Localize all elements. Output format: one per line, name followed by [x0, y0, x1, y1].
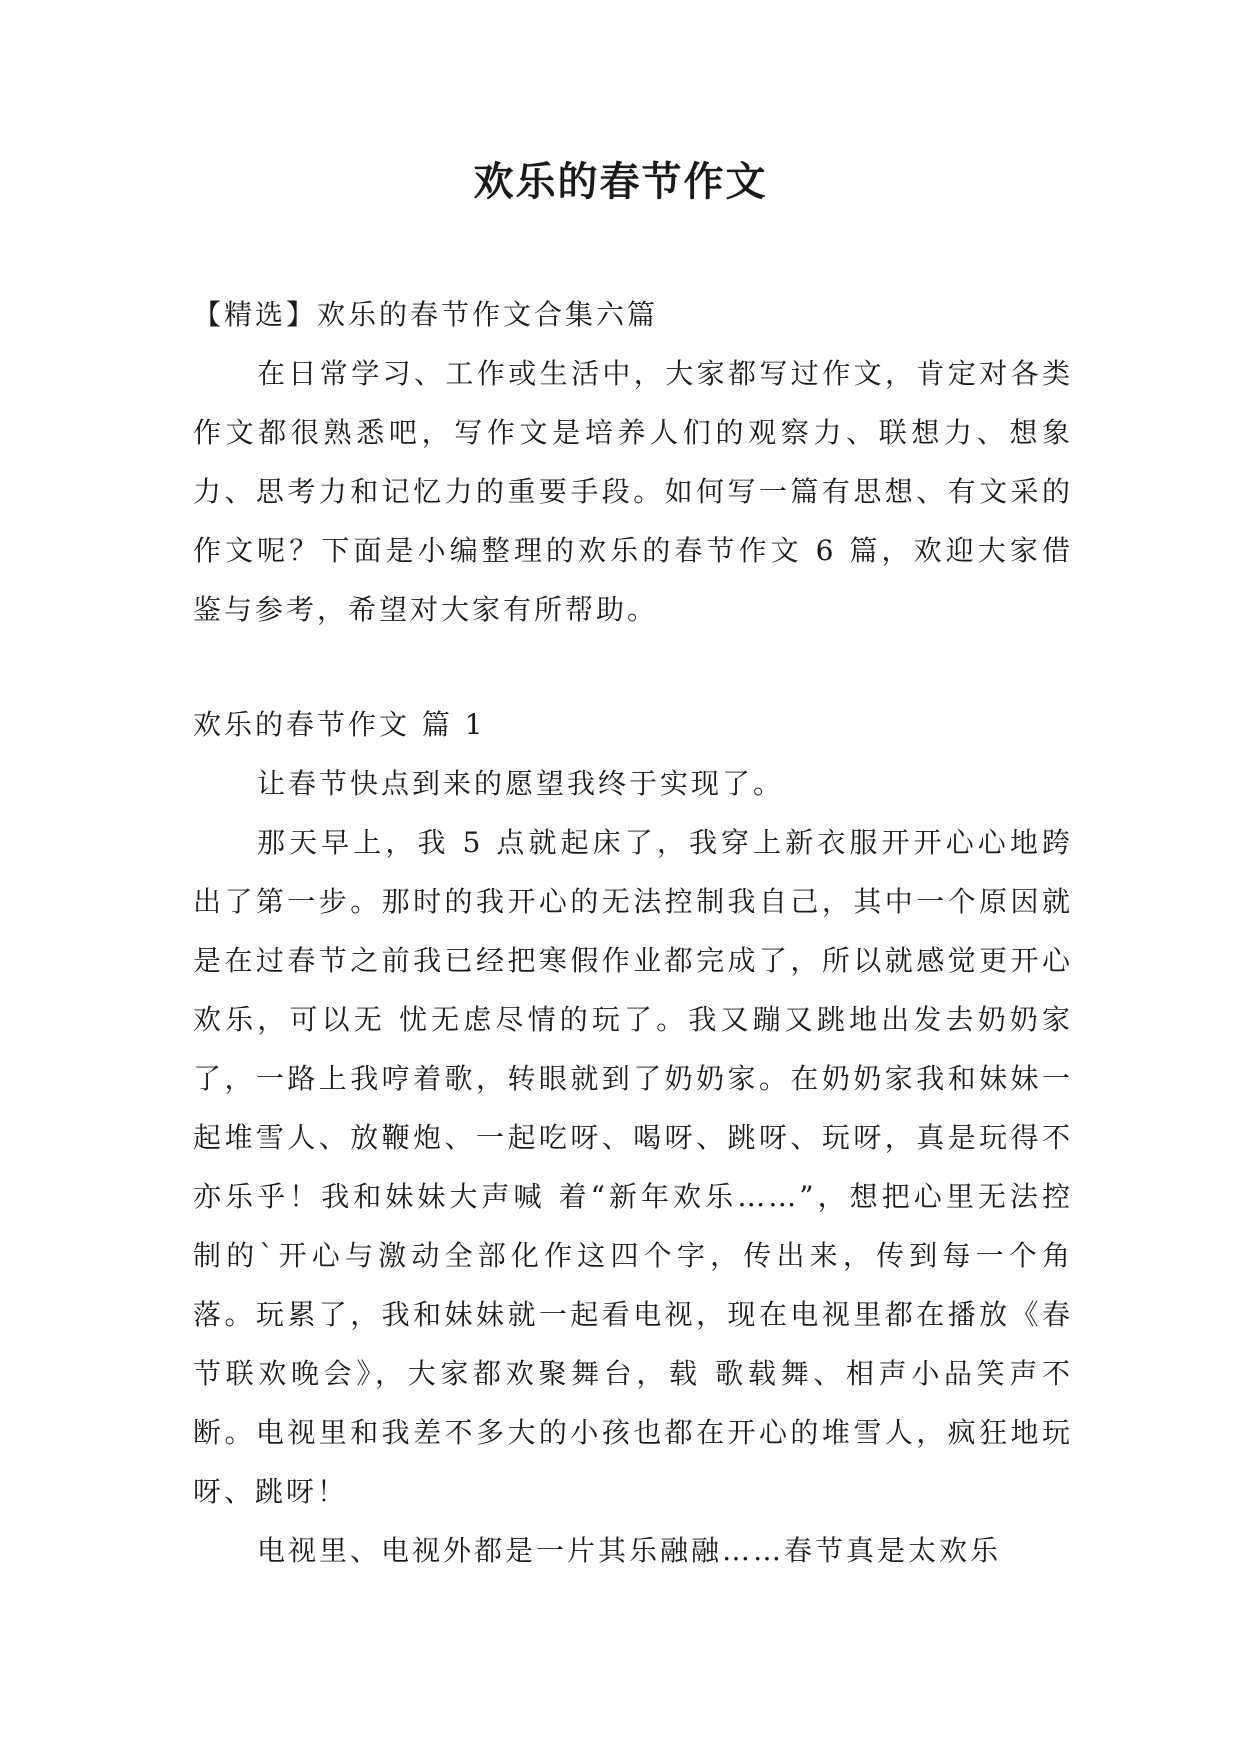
body-paragraph-2: 那天早上，我 5 点就起床了，我穿上新衣服开开心心地跨出了第一步。那时的我开心的无法控制我自己，其中一个原因就是在过春节之前我已经把寒假作业都完成了，所以就感觉更开心欢乐，可以无 忧无虑尽情的玩了。我又蹦又跳地出发去奶奶家了，一路上我哼着歌，转眼就到了奶奶家。在奶奶家我和妹妹一起堆雪人、放鞭炮、一起吃呀、喝呀、跳呀、玩呀，真是玩得不亦乐乎！我和妹妹大声喊 着“新年欢乐……”，想把心里无法控制的`开心与激动全部化作这四个字，传出来，传到每一个角落。玩累了，我和妹妹就一起看电视，现在电视里都在播放《春节联欢晚会》，大家都欢聚舞台，载 歌载舞、相声小品笑声不断。电视里和我差不多大的小孩也都在开心的堆雪人，疯狂地玩呀、跳呀！	[193, 826, 1073, 1508]
body-paragraph-1: 让春节快点到来的愿望我终于实现了。	[257, 767, 785, 800]
document-title: 欢乐的春节作文	[473, 158, 768, 205]
document-subtitle: 【精选】欢乐的春节作文合集六篇	[193, 298, 659, 331]
intro-paragraph: 在日常学习、工作或生活中，大家都写过作文，肯定对各类作文都很熟悉吧，写作文是培养人们的观察力、联想力、想象力、思考力和记忆力的重要手段。如何写一篇有思想、有文采的作文呢？下面是小编整理的欢乐的春节作文 6 篇，欢迎大家借鉴与参考，希望对大家有所帮助。	[193, 357, 1073, 626]
body-paragraph-3: 电视里、电视外都是一片其乐融融……春节真是太欢乐	[257, 1534, 1002, 1567]
document-body	[193, 285, 1073, 1580]
section-heading: 欢乐的春节作文 篇 1	[193, 708, 486, 741]
